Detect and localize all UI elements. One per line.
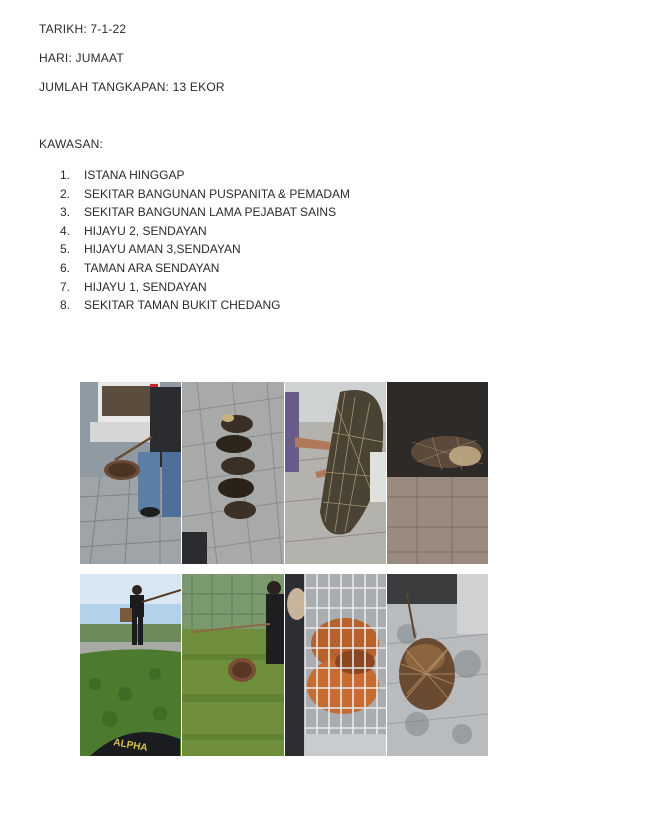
photo-net-capture xyxy=(285,382,386,564)
kawasan-heading: KAWASAN: xyxy=(39,137,104,151)
list-item: 8. SEKITAR TAMAN BUKIT CHEDANG xyxy=(60,298,281,313)
list-item: 1. ISTANA HINGGAP xyxy=(60,168,185,182)
photo-animals-on-paving xyxy=(182,382,284,564)
photo-net-pavement xyxy=(387,574,488,756)
tarikh-line: TARIKH: 7-1-22 xyxy=(39,22,127,36)
list-item: 7. HIJAYU 1, SENDAYAN xyxy=(60,279,207,294)
photo-caged-animals xyxy=(285,574,386,756)
jumlah-line: JUMLAH TANGKAPAN: 13 EKOR xyxy=(39,80,225,94)
photo-collage xyxy=(80,382,488,756)
kawasan-list xyxy=(60,166,350,315)
photo-grass-bag xyxy=(80,574,181,756)
hari-line: HARI: JUMAAT xyxy=(39,51,124,65)
list-item: 4. HIJAYU 2, SENDAYAN xyxy=(60,223,207,238)
list-item: 5. HIJAYU AMAN 3,SENDAYAN xyxy=(60,242,241,257)
list-item: 3. SEKITAR BANGUNAN LAMA PEJABAT SAINS xyxy=(60,205,337,220)
photo-netted-animal xyxy=(387,382,488,564)
photo-lawn-pole xyxy=(182,574,284,756)
list-item: 2. SEKITAR BANGUNAN PUSPANITA & PEMADAM xyxy=(60,186,351,201)
list-item: 6. TAMAN ARA SENDAYAN xyxy=(60,260,220,275)
bag-logo-text: ALPHA xyxy=(112,737,149,754)
photo-van-catchpole xyxy=(80,382,181,564)
